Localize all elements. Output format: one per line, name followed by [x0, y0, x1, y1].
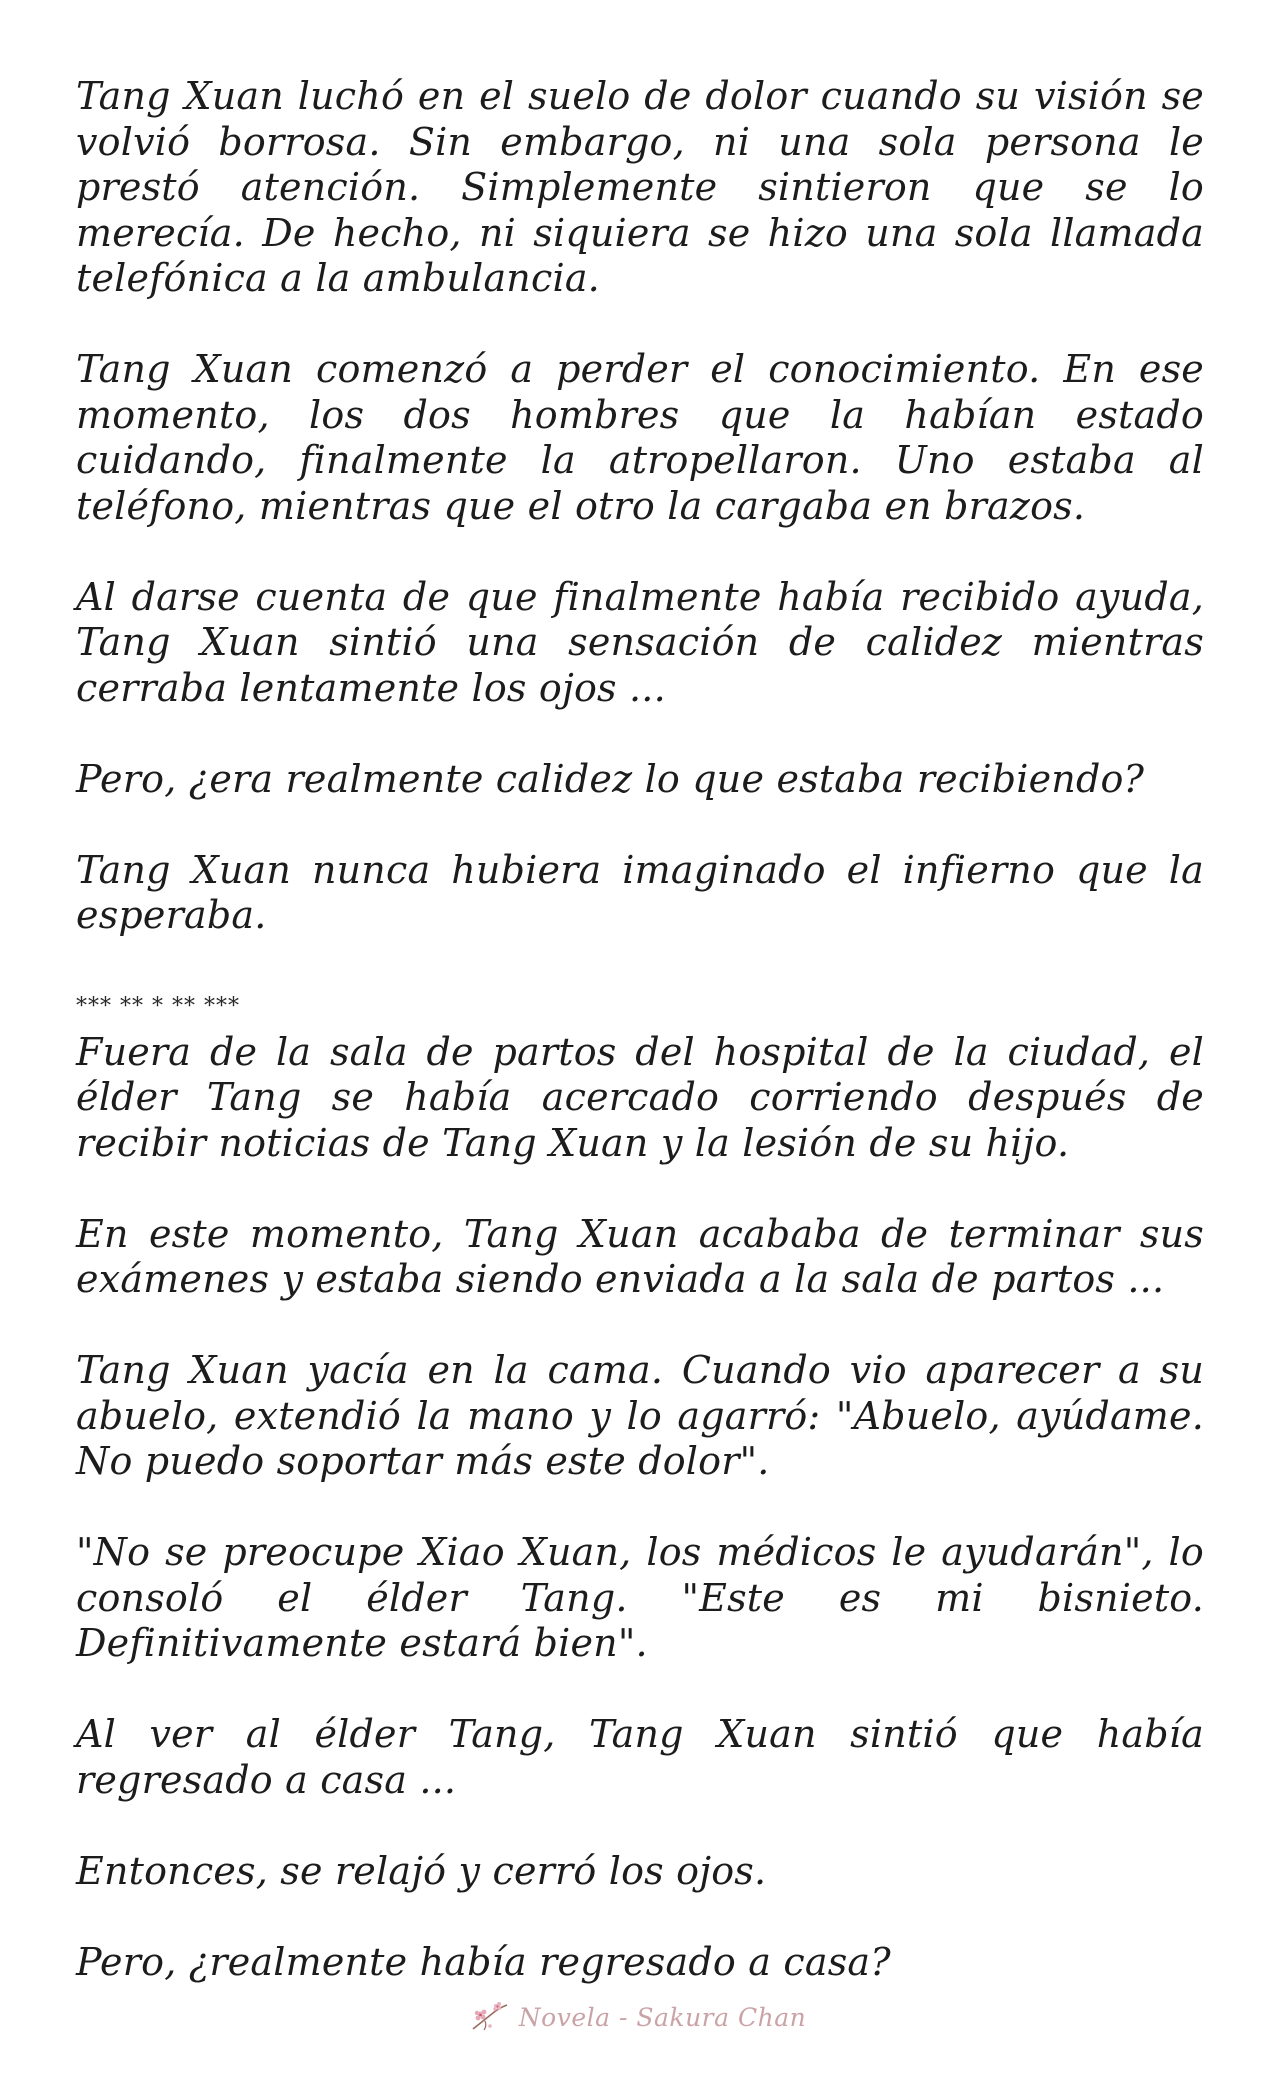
- paragraph: Entonces, se relajó y cerró los ojos.: [76, 1848, 767, 1893]
- sakura-flower-icon: [469, 1999, 511, 2035]
- paragraph: Tang Xuan comenzó a perder el conocimiento. En ese momento, los dos hombres que la habían estado cuidando, finalmente la atropellaron. Uno estaba al teléfono, mientras que el otro la cargaba en brazos.: [76, 347, 1204, 528]
- paragraph: Tang Xuan nunca hubiera imaginado el infierno que la esperaba.: [76, 847, 1204, 937]
- paragraph: Fuera de la sala de partos del hospital de la ciudad, el élder Tang se había acercado corriendo después de recibir noticias de Tang Xuan y la lesión de su hijo.: [76, 1029, 1204, 1165]
- paragraph: Tang Xuan luchó en el suelo de dolor cuando su visión se volvió borrosa. Sin embargo, ni una sola persona le prestó atención. Simplemente sintieron que se lo merecía. De hecho, ni siquiera se hizo una sola llamada telefónica a la ambulancia.: [76, 74, 1204, 300]
- paragraph: Pero, ¿realmente había regresado a casa?: [76, 1939, 891, 1984]
- scene-divider: *** ** * ** ***: [76, 994, 240, 1019]
- story-text: [76, 74, 1204, 2031]
- paragraph: Al darse cuenta de que finalmente había recibido ayuda, Tang Xuan sintió una sensación de calidez mientras cerraba lentamente los ojos ...: [76, 574, 1204, 710]
- paragraph: Al ver al élder Tang, Tang Xuan sintió que había regresado a casa ...: [76, 1712, 1204, 1802]
- watermark-text: Novela - Sakura Chan: [518, 2002, 807, 2032]
- watermark: [0, 1996, 1275, 2038]
- paragraph: Tang Xuan yacía en la cama. Cuando vio aparecer a su abuelo, extendió la mano y lo agarró: "Abuelo, ayúdame. No puedo soportar más este dolor".: [76, 1348, 1204, 1483]
- paragraph: "No se preocupe Xiao Xuan, los médicos le ayudarán", lo consoló el élder Tang. "Este es mi bisnieto. Definitivamente estará bien".: [76, 1530, 1204, 1665]
- paragraph: En este momento, Tang Xuan acababa de terminar sus exámenes y estaba siendo enviada a la sala de partos ...: [76, 1211, 1204, 1301]
- paragraph: Pero, ¿era realmente calidez lo que estaba recibiendo?: [76, 756, 1145, 801]
